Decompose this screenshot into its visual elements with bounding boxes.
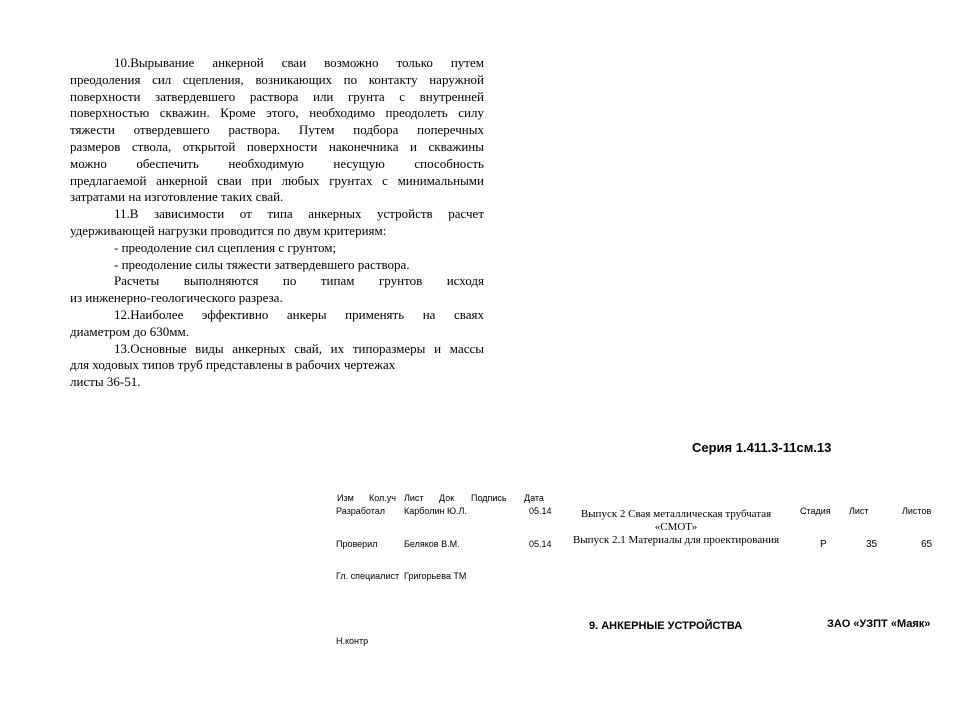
stamp-sheets-header: Листов (902, 506, 932, 516)
paragraph-line: поверхности затвердевшего раствора или грунта с внутренней (70, 88, 484, 104)
stamp-stage-header: Стадия (800, 506, 831, 516)
stamp-name-chief-specialist: Григорьева ТМ (404, 571, 467, 581)
paragraph-11 (70, 206, 484, 240)
stamp-title-line: «СМОТ» (654, 521, 698, 533)
stamp-sheet-value: 35 (866, 539, 878, 550)
paragraph-13 (70, 341, 484, 391)
stamp-date-developed: 05.14 (529, 506, 552, 516)
paragraph-line: Расчеты выполняются по типам грунтов исходя (114, 273, 484, 289)
paragraph-line: 13.Основные виды анкерных свай, их типоразмеры и массы (114, 340, 484, 356)
stamp-header-izm: Изм (337, 493, 354, 503)
stamp-name-checked: Беляков В.М. (404, 539, 460, 549)
stamp-section-title: 9. АНКЕРНЫЕ УСТРОЙСТВА (589, 620, 743, 632)
stamp-date-checked: 05.14 (529, 539, 552, 549)
stamp-title-line: Выпуск 2 Свая металлическая трубчатая (580, 508, 772, 520)
paragraph-line: затратами на изготовление таких свай. (70, 189, 284, 205)
stamp-company: ЗАО «УЗПТ «Маяк» (827, 618, 931, 630)
series-code: Серия 1.411.3-11см.13 (692, 440, 832, 455)
paragraph-line: 10.Вырывание анкерной сваи возможно только путем (114, 55, 484, 70)
stamp-header-list: Лист (404, 493, 424, 503)
paragraph-line: размеров ствола, открытой поверхности наконечника и скважины (70, 138, 484, 154)
stamp-name-developed: Карболин Ю.Л. (404, 506, 467, 516)
paragraph-line: поверхностью скважин. Кроме этого, необходимо преодолеть силу (70, 105, 484, 121)
stamp-stage-value: Р (820, 539, 827, 550)
paragraph-line: удерживающей нагрузки проводится по двум критериям: (70, 222, 387, 238)
paragraph-line: 11.В зависимости от типа анкерных устройств расчет (114, 206, 484, 222)
paragraph-12 (70, 307, 484, 341)
criterion-item-2: - преодоление силы тяжести затвердевшего раствора. (114, 256, 410, 272)
document-text (70, 55, 484, 391)
paragraph-10 (70, 55, 484, 206)
stamp-sheet-header: Лист (849, 506, 869, 516)
stamp-role-norm-control: Н.контр (336, 636, 369, 646)
stamp-header-signature: Подпись (471, 493, 507, 503)
paragraph-line: преодоления сил сцепления, возникающих по контакту наружной (70, 71, 484, 87)
paragraph-line: из инженерно-геологического разреза. (70, 290, 283, 306)
paragraph-line: 12.Наиболее эффективно анкеры применять на сваях (114, 306, 484, 322)
stamp-sheets-value: 65 (921, 539, 933, 550)
stamp-header-date: Дата (524, 493, 544, 503)
stamp-role-developed: Разработал (336, 506, 385, 516)
stamp-title (556, 508, 796, 547)
paragraph-line: диаметром до 630мм. (70, 323, 189, 339)
paragraph-line: предлагаемой анкерной сваи при любых грунтах с минимальными (70, 172, 484, 188)
paragraph-line: тяжести отвердевшего раствора. Путем подбора поперечных (70, 122, 484, 138)
criterion-item-1: - преодоление сил сцепления с грунтом; (114, 239, 337, 255)
stamp-header-kol: Кол.уч (369, 493, 396, 503)
stamp-title-line: Выпуск 2.1 Материалы для проектирования (572, 534, 780, 546)
paragraph-calculation (70, 273, 484, 307)
stamp-role-checked: Проверил (336, 539, 378, 549)
stamp-role-chief-specialist: Гл. специалист (336, 571, 400, 581)
paragraph-line: для ходовых типов труб представлены в рабочих чертежах (70, 357, 396, 373)
paragraph-line: можно обеспечить необходимую несущую способность (70, 155, 484, 171)
stamp-header-doc: Док (439, 493, 455, 503)
paragraph-line: листы 36-51. (70, 374, 141, 390)
